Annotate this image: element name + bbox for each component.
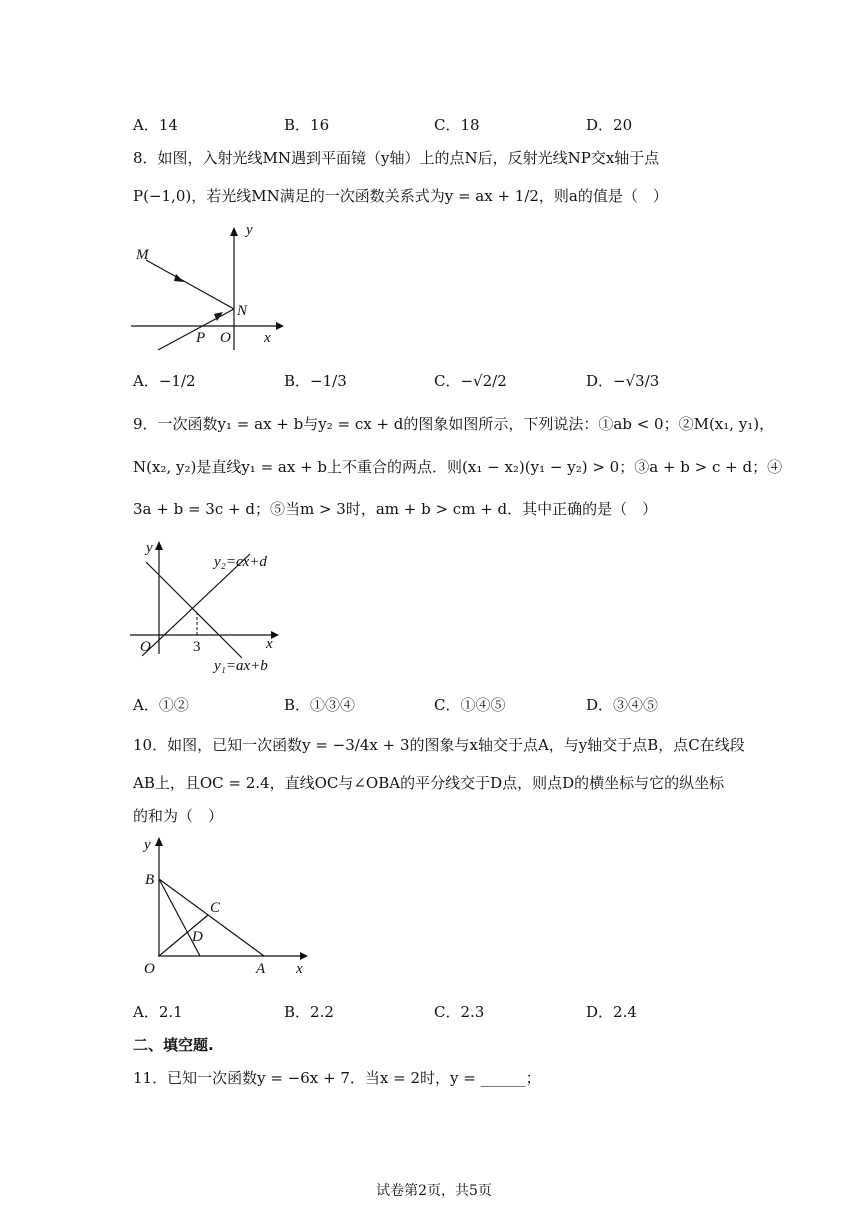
q9-label-y: y [146,540,153,556]
q9-option-d: D．③④⑤ [586,696,659,714]
q9-line-2: N(x₂, y₂)是直线y₁ = ax + b上不重合的两点．则(x₁ − x₂)(y₁ − y₂) > 0；③a + b > c + d；④ [133,458,783,476]
q7-option-c: C．18 [434,116,480,134]
q10-label-x: x [296,961,303,977]
q10-label-a: A [256,961,266,977]
page-footer: 试卷第2页，共5页 [376,1183,492,1199]
q10-label-o: O [144,961,155,977]
q10-line-1: 10．如图，已知一次函数y = −3/4x + 3的图象与x轴交于点A，与y轴交于点B，点C在线段 [133,736,745,754]
q8-figure [128,222,288,354]
q10-line-2: AB上，且OC = 2.4，直线OC与∠OBA的平分线交于D点，则点D的横坐标与它的纵坐标 [133,774,725,792]
q9-label-three: 3 [193,639,201,655]
q10-label-c: C [210,900,221,916]
q10-option-b: B．2.2 [284,1003,334,1021]
q9-label-y2: y₂=cx+d [214,554,267,570]
q8-label-m: M [136,247,149,263]
q8-option-a: A．−1/2 [133,372,196,390]
q9-option-c: C．①④⑤ [434,696,506,714]
q8-line-2: P(−1,0)，若光线MN满足的一次函数关系式为y = ax + 1/2，则a的值是（ ） [133,187,668,205]
q9-option-b: B．①③④ [284,696,356,714]
q8-option-b: B．−1/3 [284,372,347,390]
q9-label-y1: y₁=ax+b [214,658,268,674]
q8-label-o: O [220,330,231,346]
q8-option-d: D．−√3/3 [586,372,660,390]
q8-line-1: 8．如图，入射光线MN遇到平面镜（y轴）上的点N后，反射光线NP交x轴于点 [133,149,660,167]
section-title: 二、填空题. [133,1036,214,1054]
q9-line-3: 3a + b = 3c + d；⑤当m > 3时，am + b > cm + d．其中正确的是（ ） [133,500,658,518]
q10-figure [128,834,318,984]
q9-option-a: A．①② [133,696,189,714]
q9-label-o: O [140,639,151,655]
q10-label-d: D [192,929,203,945]
q7-option-d: D．20 [586,116,633,134]
q9-figure [128,534,288,674]
q10-option-c: C．2.3 [434,1003,485,1021]
q8-label-y: y [246,222,253,238]
q10-line-3: 的和为（ ） [133,807,224,825]
q10-label-y: y [144,837,151,853]
q8-label-x: x [264,330,271,346]
q9-line-1: 9．一次函数y₁ = ax + b与y₂ = cx + d的图象如图所示，下列说法：①ab < 0；②M(x₁, y₁)， [133,415,775,433]
q7-option-b: B．16 [284,116,330,134]
q8-option-c: C．−√2/2 [434,372,507,390]
q9-label-x: x [266,636,273,652]
q8-label-p: P [196,330,206,346]
q10-label-b: B [145,872,155,888]
q11-text: 11．已知一次函数y = −6x + 7．当x = 2时，y = ______； [133,1069,541,1087]
q7-option-a: A．14 [133,116,178,134]
q10-option-a: A．2.1 [133,1003,183,1021]
q10-option-d: D．2.4 [586,1003,637,1021]
q8-label-n: N [237,303,248,319]
